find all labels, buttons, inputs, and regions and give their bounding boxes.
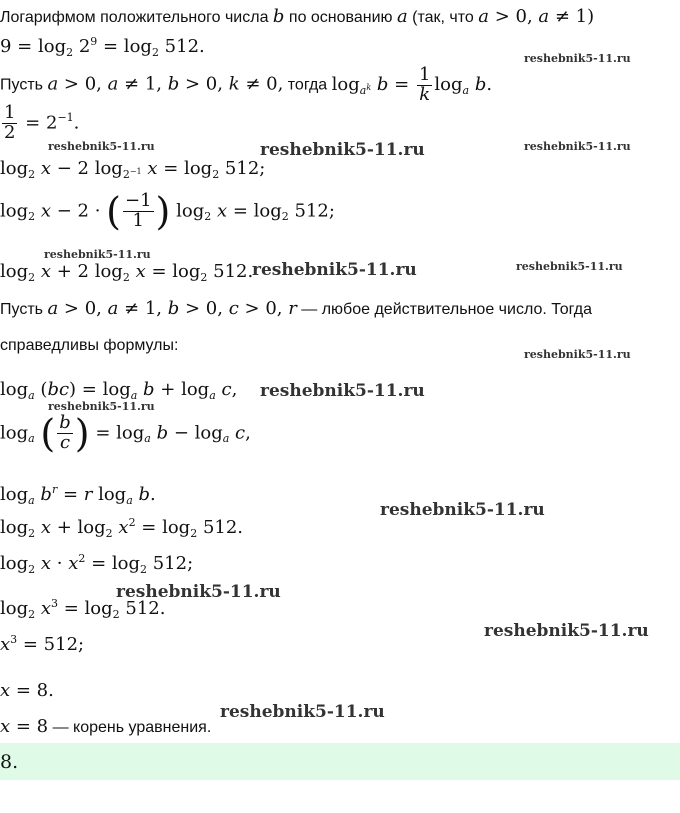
formulas-intro-line-2: справедливы формулы:: [0, 337, 179, 354]
watermark: reshebnik5-11.ru: [260, 381, 425, 401]
one-over-k-fraction: $\frac{1}{k}$: [418, 64, 431, 105]
step6-equation: $\log_2 x^3 = \log_2 512$.: [0, 597, 166, 621]
watermark: reshebnik5-11.ru: [524, 140, 631, 153]
answer-value: 8.: [0, 751, 19, 773]
step2-equation: $\log_2 x - 2$ · ( $\frac{-1}{1}$ ) $\log_2 x = \log_2 512$;: [0, 189, 335, 234]
watermark: reshebnik5-11.ru: [48, 400, 155, 413]
eq-nine: $9 = \log_2 2^9 = \log_2 512$.: [0, 35, 205, 59]
watermark: reshebnik5-11.ru: [260, 140, 425, 160]
property-intro-line: Пусть a > 0, a ≠ 1, b > 0, k ≠ 0, тогда $\log_{a^k} b$ = $\frac{1}{k}$ $\log_a b$.: [0, 64, 493, 105]
formula-quotient: $\log_a$ ( $\frac{b}{c}$ ) = $\log_a b - \log_a c$,: [0, 411, 251, 456]
watermark: reshebnik5-11.ru: [252, 260, 417, 280]
watermark: reshebnik5-11.ru: [484, 621, 649, 641]
step3-equation: $\log_2 x + 2$ $\log_2 x = \log_2 512$.: [0, 261, 254, 284]
watermark: reshebnik5-11.ru: [116, 582, 281, 602]
formulas-intro-line: Пусть a > 0, a ≠ 1, b > 0, c > 0, r — любое действительное число. Тогда: [0, 298, 593, 319]
step1-equation: $\log_2 x - 2$ $\log_{2^{-1}} x = \log_2 512$;: [0, 158, 266, 181]
watermark: reshebnik5-11.ru: [524, 348, 631, 361]
watermark: reshebnik5-11.ru: [48, 140, 155, 153]
watermark: reshebnik5-11.ru: [44, 248, 151, 261]
watermark: reshebnik5-11.ru: [220, 702, 385, 722]
half-equation: $\frac{1}{2}$ = $2^{-1}$.: [4, 102, 80, 143]
step5-equation: $\log_2 x \cdot x^2 = \log_2 512$;: [0, 552, 194, 576]
definition-line: Логарифмом положительного числа b по основанию a (так, что a > 0, a ≠ 1): [0, 6, 595, 27]
answer-box: [0, 743, 680, 780]
step7-equation: $x^3 = 512$;: [0, 633, 85, 655]
watermark: reshebnik5-11.ru: [516, 260, 623, 273]
step4-equation: $\log_2 x + \log_2 x^2 = \log_2 512$.: [0, 516, 244, 540]
watermark: reshebnik5-11.ru: [380, 500, 545, 520]
step8-equation: x = 8.: [0, 680, 54, 701]
formula-power: $\log_a b^r = r$ $\log_a b$.: [0, 483, 156, 507]
conclusion-line: x = 8 — корень уравнения.: [0, 716, 212, 737]
watermark: reshebnik5-11.ru: [524, 52, 631, 65]
formula-product: $\log_a (bc) = \log_a b + \log_a c$,: [0, 379, 238, 402]
